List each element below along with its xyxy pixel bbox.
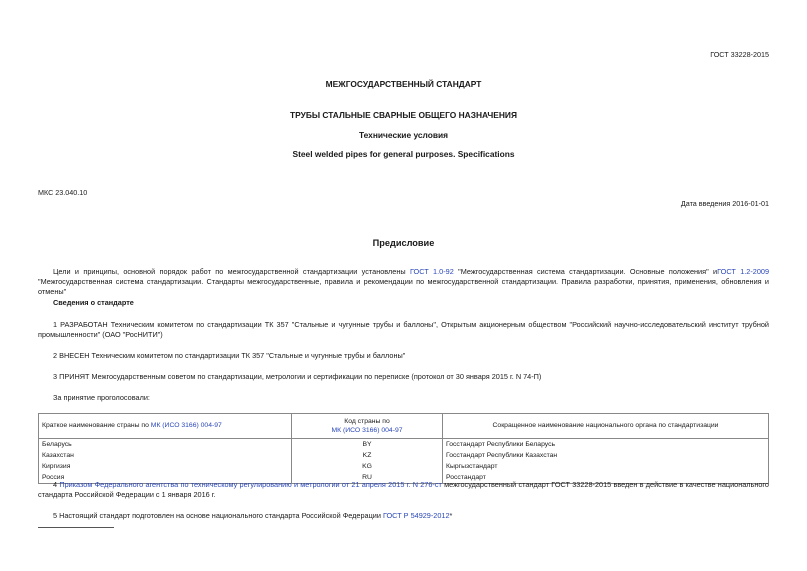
enacted-text: межгосударственный стандарт ГОСТ 33228-2015 введен в действие в качестве национального стандарта Российской Федерации с 1 января 2016 г.	[38, 480, 769, 499]
gost-r-54929-2012-link[interactable]: ГОСТ Р 54929-2012	[382, 511, 450, 520]
code-cell: BY	[292, 439, 443, 451]
code-cell: RU	[292, 472, 443, 484]
mk-iso-3166-code-link[interactable]: МК (ИСО 3166) 004-97	[331, 427, 403, 434]
intro-date: Дата введения 2016-01-01	[680, 199, 769, 208]
item-based-on	[38, 511, 769, 521]
footnote-mark: *	[449, 511, 453, 520]
goals-text-c: "Межгосударственная система стандартизации. Стандарты межгосударственные, правила и рекомендации по межгосударственной стандартизации. Правила разработки, принятия, применения, обновления и отмены"	[38, 276, 769, 296]
item-adopted: 3 ПРИНЯТ Межгосударственным советом по стандартизации, метрологии и сертификации по переписке (протокол от 30 января 2015 г. N 74-П)	[53, 372, 542, 381]
standard-info-heading: Сведения о стандарте	[53, 298, 134, 307]
table-row	[39, 450, 769, 461]
gost-1-2-2009-link[interactable]: ГОСТ 1.2-2009	[717, 267, 770, 276]
country-cell: Киргизия	[39, 461, 292, 472]
header-country-code	[292, 414, 443, 439]
goals-text-a: Цели и принципы, основной порядок работ по межгосударственной стандартизации установлены	[53, 267, 410, 276]
mk-iso-3166-link[interactable]: МК (ИСО 3166) 004-97	[150, 422, 222, 430]
country-cell: Казахстан	[39, 450, 292, 461]
standard-type-title: МЕЖГОСУДАРСТВЕННЫЙ СТАНДАРТ	[325, 79, 482, 89]
goals-text-b: "Межгосударственная система стандартизации. Основные положения" и	[453, 267, 718, 276]
body-cell: Госстандарт Республики Казахстан	[443, 450, 769, 461]
code-cell: KG	[292, 461, 443, 472]
document-code: ГОСТ 33228-2015	[710, 50, 769, 59]
voted-label: За принятие проголосовали:	[53, 393, 150, 402]
header-country-text: Краткое наименование страны по	[42, 422, 151, 430]
based-on-text: 5 Настоящий стандарт подготовлен на основе национального стандарта Российской Федерации	[53, 511, 383, 520]
body-cell: Госстандарт Республики Беларусь	[443, 439, 769, 451]
item-submitted: 2 ВНЕСЕН Техническим комитетом по стандартизации ТК 357 "Стальные и чугунные трубы и баллоны"	[53, 351, 406, 360]
table-row	[39, 461, 769, 472]
standard-name-ru: ТРУБЫ СТАЛЬНЫЕ СВАРНЫЕ ОБЩЕГО НАЗНАЧЕНИЯ	[290, 110, 517, 120]
standard-name-en: Steel welded pipes for general purposes. Specifications	[292, 149, 515, 159]
code-cell: KZ	[292, 450, 443, 461]
body-cell: Росстандарт	[443, 472, 769, 484]
foreword-paragraph-goals	[38, 267, 769, 297]
header-country-name	[39, 414, 292, 439]
item-enacted	[38, 480, 769, 500]
body-cell: Кыргызстандарт	[443, 461, 769, 472]
foreword-heading: Предисловие	[372, 238, 435, 248]
table-header-row	[39, 414, 769, 439]
country-cell: Россия	[39, 472, 292, 484]
item-developed: 1 РАЗРАБОТАН Техническим комитетом по стандартизации ТК 357 "Стальные и чугунные трубы и баллоны", Открытым акционерным обществом "Российский научно-исследовательский институт трубной промышленности" (ОАО "РосНИТИ")	[38, 320, 769, 339]
enacted-prefix: 4	[53, 480, 60, 489]
standard-subtitle-ru: Технические условия	[358, 130, 449, 140]
footnote-divider	[38, 527, 114, 528]
header-national-body: Сокращенное наименование национального органа по стандартизации	[443, 414, 769, 439]
gost-1-0-92-link[interactable]: ГОСТ 1.0-92	[409, 267, 454, 276]
mks-code: МКС 23.040.10	[38, 188, 88, 197]
country-cell: Беларусь	[39, 439, 292, 451]
rosstandart-order-link[interactable]: Приказом Федерального агентства по техническому регулированию и метрологии от 21 апреля 2015 г. N 276-ст	[59, 480, 442, 489]
voting-states-table	[38, 413, 769, 484]
table-row	[39, 439, 769, 451]
header-code-text: Код страны по	[344, 417, 390, 425]
